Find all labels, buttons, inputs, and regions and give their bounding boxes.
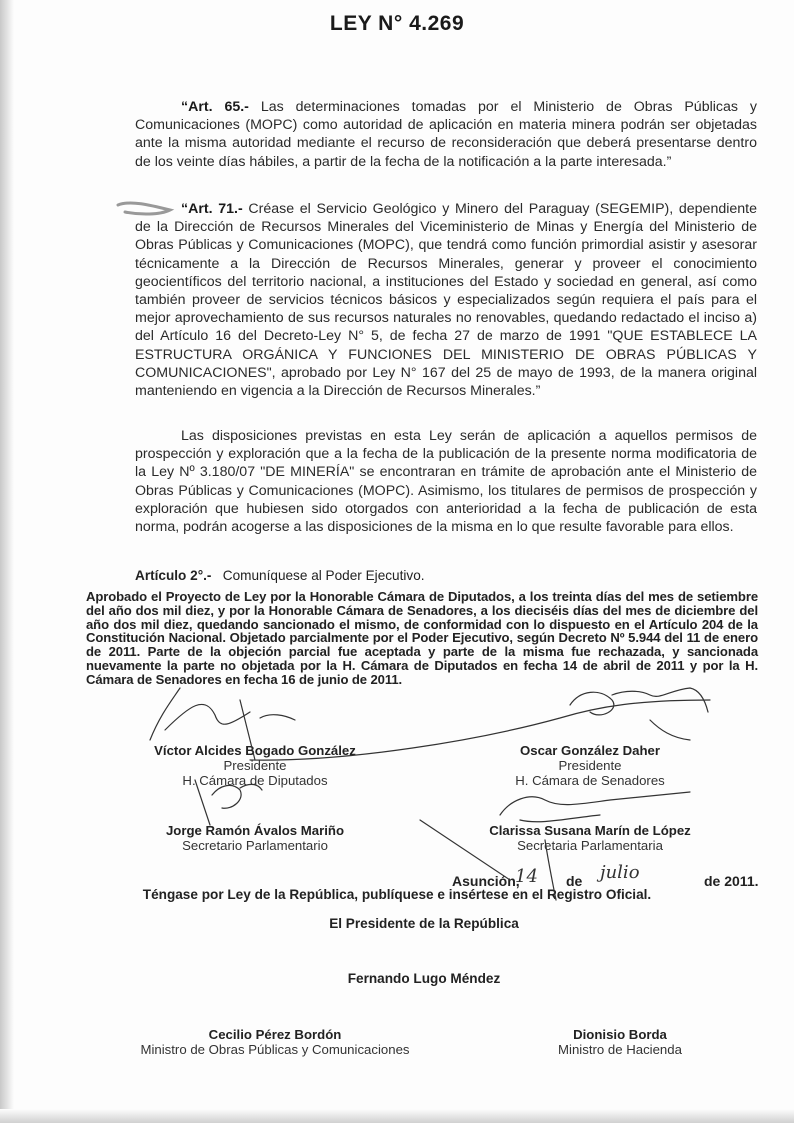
signer-role: Ministro de Obras Públicas y Comunicaciones xyxy=(140,1042,410,1057)
signer-org: H. Cámara de Diputados xyxy=(182,773,328,788)
date-de: de xyxy=(566,873,583,889)
signer-name: Oscar González Daher xyxy=(520,743,660,758)
article-65-label: “Art. 65.- xyxy=(181,99,249,115)
signature-block-borda xyxy=(520,1027,720,1057)
signer-role: Ministro de Hacienda xyxy=(558,1042,682,1057)
disposiciones-paragraph xyxy=(135,427,757,536)
article-2-label: Artículo 2°.- xyxy=(135,568,212,583)
article-2-text: Comuníquese al Poder Ejecutivo. xyxy=(222,568,425,583)
approval-paragraph: Aprobado el Proyecto de Ley por la Honorable Cámara de Diputados, a los treinta días del mes de setiembre del año dos mil diez, y por la Honorable Cámara de Senadores, a los dieciséis días del mes de diciembre del año dos mil diez, quedando sancionado el mismo, de conformidad con lo dispuesto en el Artículo 204 de la Constitución Nacional. Objetado parcialmente por el Poder Ejecutivo, según Decreto Nº 5.944 del 11 de enero de 2011. Parte de la objeción parcial fue aceptada y parte de la misma fue rechazada, y sancionada nuevamente la parte no objetada por la H. Cámara de Diputados en fecha 14 de abril de 2011 y por la H. Cámara de Senadores en fecha 16 de junio de 2011. xyxy=(86,589,758,687)
disposiciones-text: Las disposiciones previstas en esta Ley serán de aplicación a aquellos permisos de prospección y exploración que a la fecha de la publicación de la presente norma modificatoria de la Ley Nº 3.180/07 "DE MINERÍA" se encontraran en trámite de aprobación ante el Ministerio de Obras Públicas y Comunicaciones (MOPC). Asimismo, los titulares de permisos de prospección y exploración que hubiesen sido otorgados con anterioridad a la fecha de publicación de esta norma, podrán acogerse a las disposiciones de la misma en lo que resulte favorable para ellos. xyxy=(135,428,757,536)
article-2 xyxy=(135,568,425,583)
article-71-text: Créase el Servicio Geológico y Minero del Paraguay (SEGEMIP), dependiente de la Dirección de Recursos Minerales del Viceministerio de Minas y Energía del Ministerio de Obras Públicas y Comunicaciones (MOPC), que tendrá como función primordial asistir y asesorar técnicamente a la Dirección de Recursos Minerales, generar y proveer el conocimiento geocientíficos del territorio nacional, a instituciones del Estado y sociedad en general, así como también proveer de servicios técnicos básicos y especializados según requiera el país para el mejor aprovechamiento de sus recursos naturales no renovables, quedando redactado el inciso a) del Artículo 16 del Decreto-Ley N° 5, de fecha 27 de marzo de 1991 "QUE ESTABLECE LA ESTRUCTURA ORGÁNICA Y FUNCIONES DEL MINISTERIO DE OBRAS PÚBLICAS Y COMUNICACIONES", aprobado por Ley N° 167 del 25 de mayo de 1993, de la manera original manteniendo en vigencia a la Dirección de Recursos Minerales.” xyxy=(135,201,757,400)
signature-block-avalos xyxy=(110,823,400,853)
article-71-label: “Art. 71.- xyxy=(181,201,243,217)
date-day-handwritten: 14 xyxy=(515,866,538,887)
signer-name: Clarissa Susana Marín de López xyxy=(489,823,691,838)
signer-role: Presidente xyxy=(558,758,622,773)
signer-name: Jorge Ramón Ávalos Mariño xyxy=(165,823,345,838)
signer-role: Secretaria Parlamentaria xyxy=(517,838,663,853)
signer-role: Presidente xyxy=(223,758,287,773)
signature-block-bogado xyxy=(110,743,400,788)
scan-edge-shadow xyxy=(0,0,14,1123)
signature-block-perez xyxy=(110,1027,440,1057)
president-title: El Presidente de la República xyxy=(329,916,519,931)
signer-name: Dionisio Borda xyxy=(573,1027,667,1042)
signer-name: Cecilio Pérez Bordón xyxy=(208,1027,342,1042)
article-65-paragraph xyxy=(135,98,757,171)
promulgation-text: Téngase por Ley de la República, publíquese e insértese en el Registro Oficial. xyxy=(142,887,652,902)
president-name: Fernando Lugo Méndez xyxy=(347,971,501,986)
signature-block-daher xyxy=(470,743,710,788)
article-71-paragraph xyxy=(135,200,757,400)
signature-block-marin xyxy=(460,823,720,853)
signer-name: Víctor Alcides Bogado González xyxy=(154,743,356,758)
law-title: LEY N° 4.269 xyxy=(329,12,465,35)
date-year: de 2011. xyxy=(704,873,759,889)
article-65-text: Las determinaciones tomadas por el Ministerio de Obras Públicas y Comunicaciones (MOPC) como autoridad de aplicación en materia minera podrán ser objetadas ante la misma autoridad mediante el recurso de reconsideración que deberá presentarse dentro de los veinte días hábiles, a partir de la fecha de la notificación a la parte interesada.” xyxy=(135,99,757,170)
signature-daher xyxy=(570,688,708,740)
date-prefix: Asunción, xyxy=(452,873,520,889)
signer-role: Secretario Parlamentario xyxy=(182,838,328,853)
scan-bottom-shadow xyxy=(0,1109,794,1123)
date-month-handwritten: julio xyxy=(600,862,640,883)
signer-org: H. Cámara de Senadores xyxy=(515,773,665,788)
